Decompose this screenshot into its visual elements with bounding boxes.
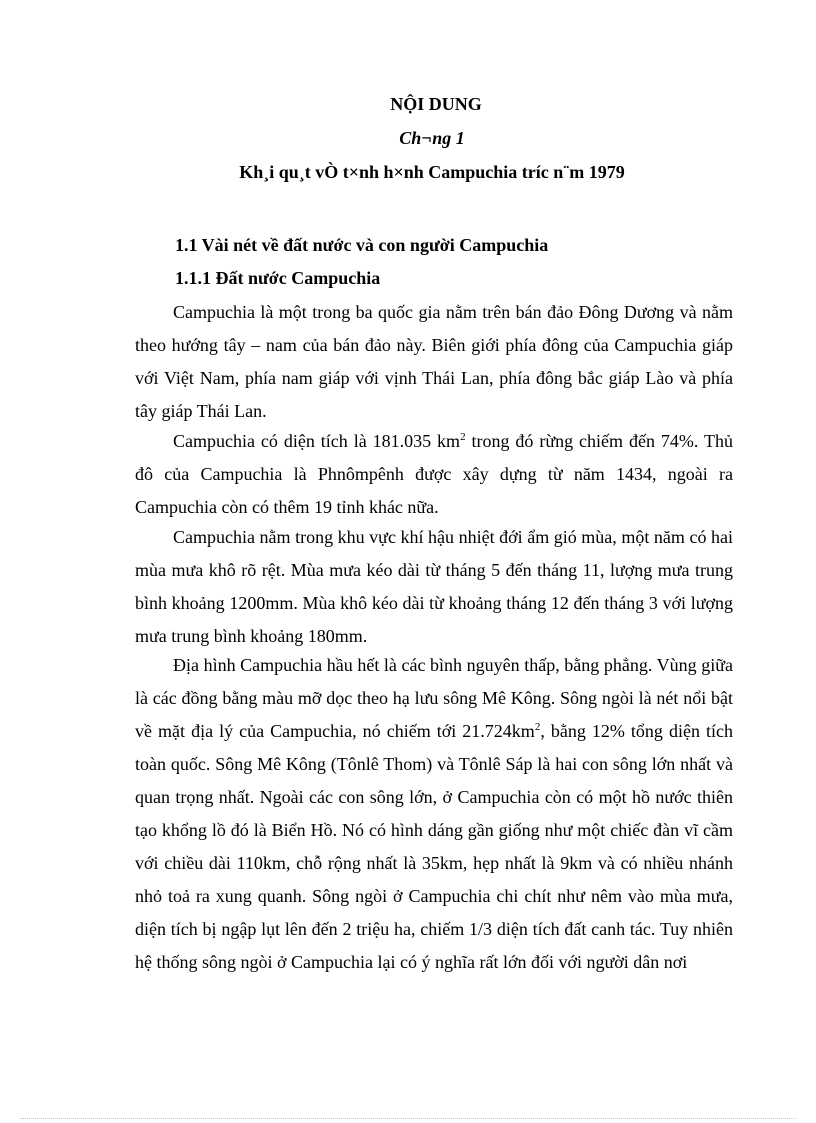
chapter-label: Ch¬ng 1 <box>399 128 465 148</box>
paragraph-climate: Campuchia nằm trong khu vực khí hậu nhiệt đới ẩm gió mùa, một năm có hai mùa mưa khô rõ rệt. Mùa mưa kéo dài từ tháng 5 đến tháng 11, lượng mưa trung bình khoảng 1200mm. Mùa khô kéo dài từ khoảng tháng 12 đến tháng 3 với lượng mưa trung bình khoảng 180mm. <box>135 527 733 646</box>
section-heading: 1.1 Vài nét về đất nước và con người Campuchia <box>175 235 549 255</box>
paragraph-area <box>135 425 733 524</box>
superscript: 2 <box>460 431 466 443</box>
subsection-heading: 1.1.1 Đất nước Campuchia <box>175 268 381 288</box>
chapter-title: Kh¸i qu¸t vÒ t×nh h×nh Campuchia tríc n¨m 1979 <box>239 162 625 182</box>
paragraph-area-text-end: trong đó rừng chiếm đến 74%. Thủ đô của Campuchia là Phnômpênh được xây dựng từ năm 1434, ngoài ra Campuchia còn có thêm 19 tỉnh khác nữa. <box>135 431 733 517</box>
superscript: 2 <box>534 721 541 733</box>
page-title: NỘI DUNG <box>390 94 482 114</box>
paragraph-terrain-text-start: Địa hình Campuchia hầu hết là các bình nguyên thấp, bằng phẳng. Vùng giữa là các đồng bằng màu mỡ dọc theo hạ lưu sông Mê Kông. Sông ngòi là nét nổi bật về mặt địa lý của Campuchia, nó chiếm tới 21.724km <box>135 655 733 741</box>
paragraph-area-text-start: Campuchia có diện tích là 181.035 km <box>173 431 461 451</box>
paragraph-geography: Campuchia là một trong ba quốc gia nằm trên bán đảo Đông Dương và nằm theo hướng tây – nam của bán đảo này. Biên giới phía đông của Campuchia giáp với Việt Nam, phía nam giáp với vịnh Thái Lan, phía đông bắc giáp Lào và phía tây giáp Thái Lan. <box>135 302 733 421</box>
page-bottom-divider <box>20 1118 796 1119</box>
paragraph-terrain-text-end: , bằng 12% tổng diện tích toàn quốc. Sông Mê Kông (Tônlê Thom) và Tônlê Sáp là hai con sông lớn nhất và quan trọng nhất. Ngoài các con sông lớn, ở Campuchia còn có một hồ nước thiên tạo khổng lồ đó là Biển Hồ. Nó có hình dáng gần giống như một chiếc đàn vĩ cầm với chiều dài 110km, chỗ rộng nhất là 35km, hẹp nhất là 9km và có nhiều nhánh nhỏ toả ra xung quanh. Sông ngòi ở Campuchia chi chít như nêm vào mùa mưa, diện tích bị ngập lụt lên đến 2 triệu ha, chiếm 1/3 diện tích đất canh tác. Tuy nhiên hệ thống sông ngòi ở Campuchia lại có ý nghĩa rất lớn đối với người dân nơi <box>135 721 733 972</box>
paragraph-terrain <box>135 649 733 979</box>
